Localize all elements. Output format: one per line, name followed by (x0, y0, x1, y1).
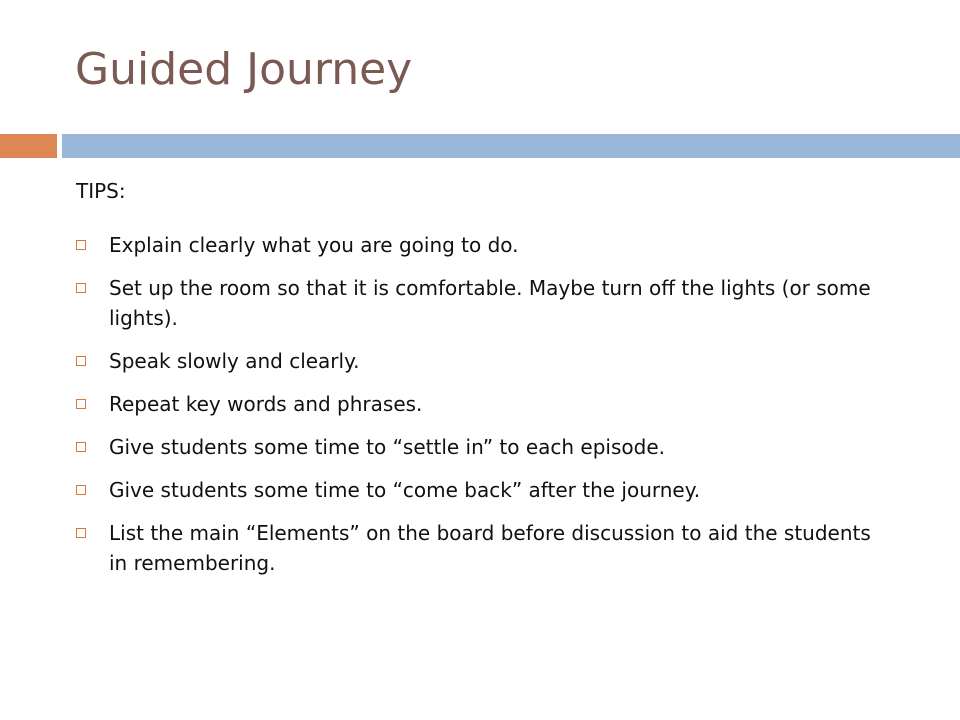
list-item (76, 230, 876, 260)
list-item (76, 346, 876, 376)
tips-list (76, 230, 876, 578)
list-item (76, 273, 876, 333)
list-item-text: List the main “Elements” on the board before discussion to aid the students in remembering. (109, 521, 871, 575)
list-item (76, 475, 876, 505)
slide-title: Guided Journey (75, 44, 413, 95)
title-accent-bar (0, 134, 57, 158)
hollow-square-bullet-icon (76, 399, 86, 409)
hollow-square-bullet-icon (76, 240, 86, 250)
list-item (76, 518, 876, 578)
tips-heading: TIPS: (76, 179, 126, 203)
list-item-text: Speak slowly and clearly. (109, 349, 360, 373)
hollow-square-bullet-icon (76, 356, 86, 366)
hollow-square-bullet-icon (76, 442, 86, 452)
slide-content (76, 174, 876, 591)
hollow-square-bullet-icon (76, 283, 86, 293)
list-item-text: Explain clearly what you are going to do. (109, 233, 519, 257)
list-item (76, 432, 876, 462)
list-item-text: Repeat key words and phrases. (109, 392, 423, 416)
hollow-square-bullet-icon (76, 485, 86, 495)
list-item-text: Give students some time to “settle in” to each episode. (109, 435, 666, 459)
list-item (76, 389, 876, 419)
title-divider-bar (62, 134, 960, 158)
list-item-text: Set up the room so that it is comfortable. Maybe turn off the lights (or some lights). (109, 276, 871, 330)
list-item-text: Give students some time to “come back” after the journey. (109, 478, 701, 502)
hollow-square-bullet-icon (76, 528, 86, 538)
